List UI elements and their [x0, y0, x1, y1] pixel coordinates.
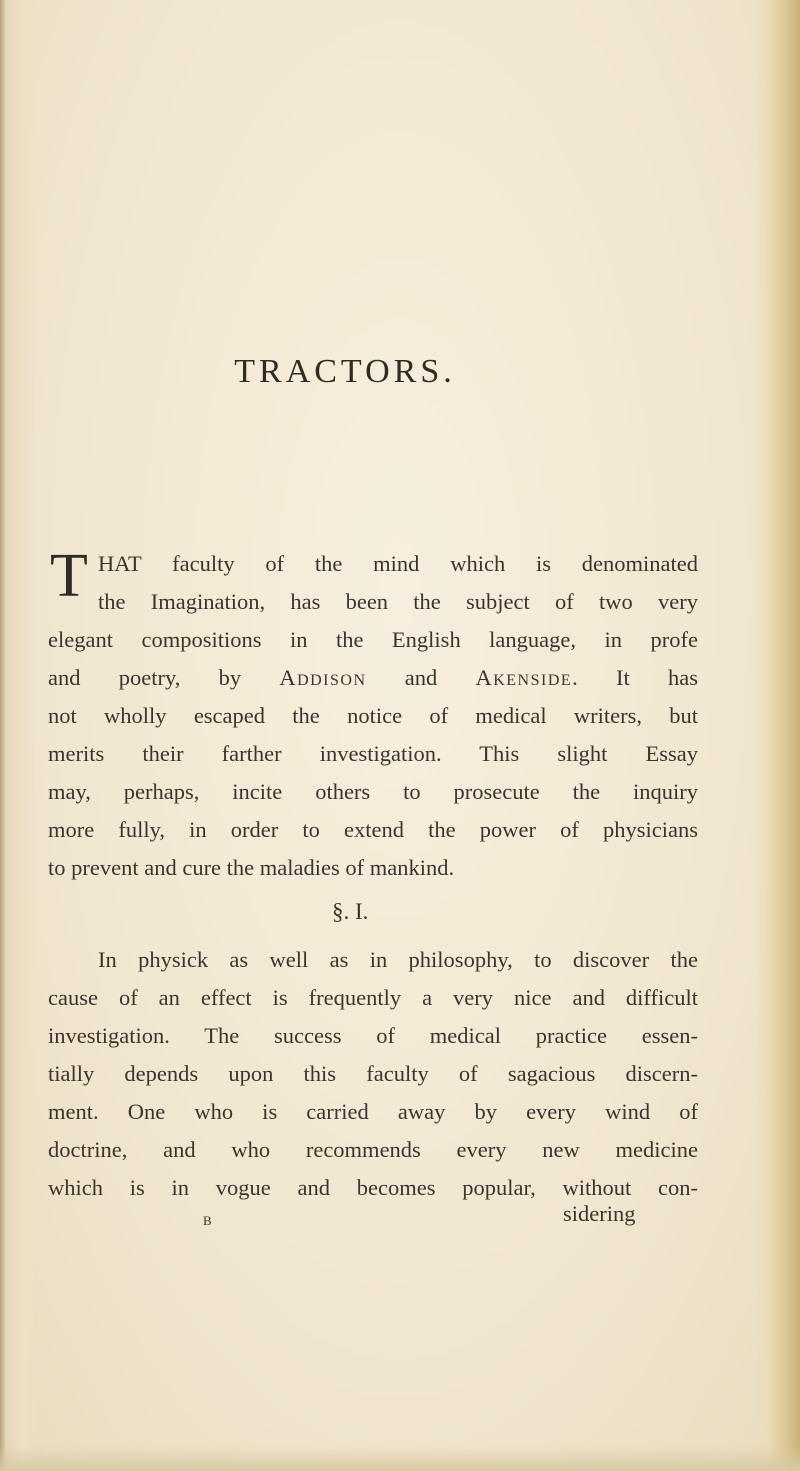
author-name-addison: Addison	[279, 665, 367, 690]
text-line: which is in vogue and becomes popular, without con-	[48, 1175, 698, 1200]
binding-shadow	[0, 0, 6, 1471]
text-line: ment. One who is carried away by every wind of	[48, 1099, 698, 1124]
signature-mark: B	[203, 1213, 213, 1228]
page-right-edge	[754, 0, 800, 1471]
author-name-akenside: Akenside	[475, 665, 573, 690]
text-line: more fully, in order to extend the power of physicians	[48, 817, 698, 842]
paragraph-physick	[48, 941, 698, 1207]
text-segment: . It has	[572, 665, 698, 690]
text-line: tially depends upon this faculty of sagacious discern-	[48, 1061, 698, 1086]
text-line: to prevent and cure the maladies of mankind.	[48, 855, 455, 880]
text-line: the Imagination, has been the subject of two very	[98, 589, 698, 614]
page-bottom-edge	[0, 1445, 800, 1471]
drop-cap: T	[50, 542, 88, 610]
text-line: doctrine, and who recommends every new medicine	[48, 1137, 698, 1162]
text-line	[48, 659, 698, 697]
text-line: investigation. The success of medical practice essen-	[48, 1023, 698, 1048]
page-title: TRACTORS.	[234, 353, 456, 390]
text-line: not wholly escaped the notice of medical writers, but	[48, 703, 698, 728]
text-line: HAT faculty of the mind which is denominated	[98, 551, 698, 576]
paragraph-imagination	[48, 542, 698, 887]
text-line: may, perhaps, incite others to prosecute the inquiry	[48, 779, 698, 804]
text-line: merits their farther investigation. This slight Essay	[48, 741, 698, 766]
section-heading: §. I.	[332, 899, 369, 924]
text-segment: and	[366, 665, 476, 690]
text-line: elegant compositions in the English language, in profe	[48, 627, 698, 652]
catchword: sidering	[563, 1201, 636, 1226]
text-line: cause of an effect is frequently a very nice and difficult	[48, 985, 698, 1010]
text-line: In physick as well as in philosophy, to discover the	[98, 947, 698, 972]
text-segment: and poetry, by	[48, 665, 280, 690]
